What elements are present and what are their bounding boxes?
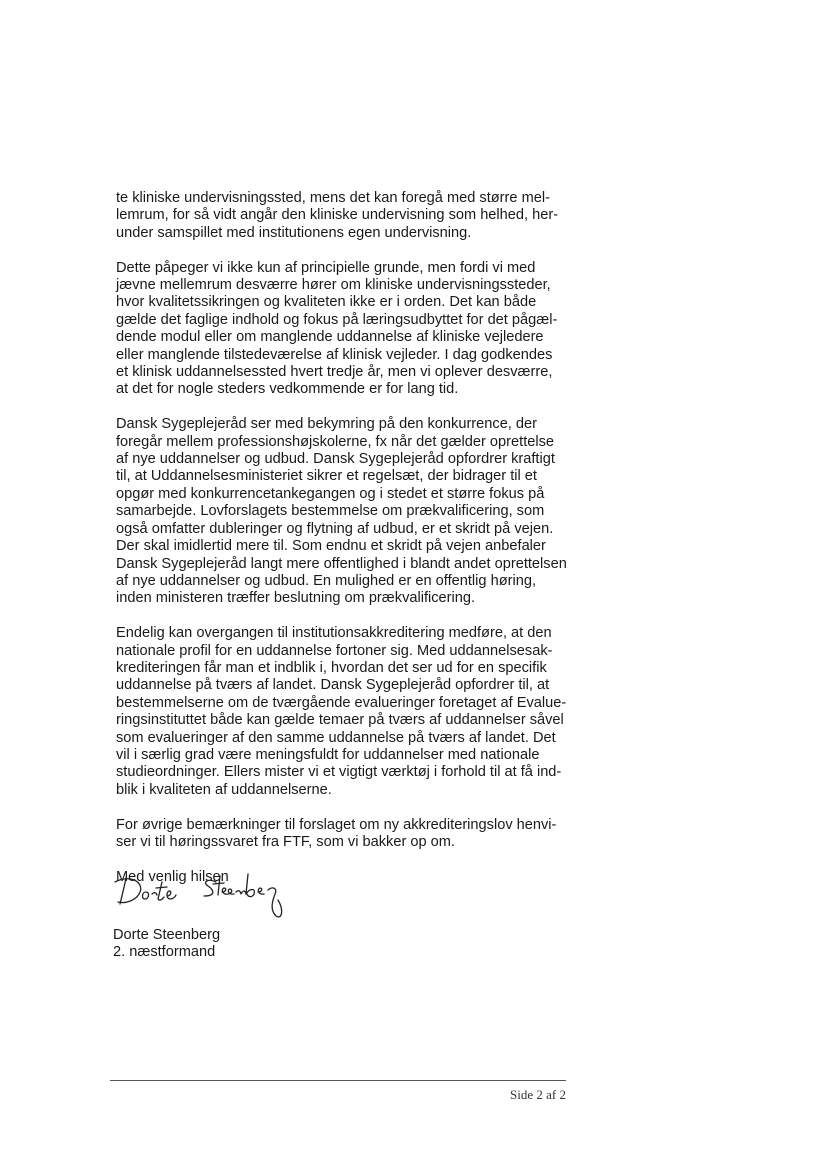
text-line: under samspillet med institutionens egen undervisning. bbox=[116, 224, 472, 241]
text-line: Dette påpeger vi ikke kun af principielle grunde, men fordi vi med bbox=[116, 259, 536, 276]
text-line: af nye uddannelser og udbud. Dansk Sygeplejeråd opfordrer kraftigt bbox=[116, 451, 555, 468]
paragraph bbox=[116, 190, 586, 242]
text-line: som evalueringer af den samme uddannelse på tværs af landet. Det bbox=[116, 729, 556, 746]
text-line: blik i kvaliteten af uddannelserne. bbox=[116, 781, 332, 798]
text-line: uddannelse på tværs af landet. Dansk Sygeplejeråd opfordrer til, at bbox=[116, 677, 550, 694]
text-line: krediteringen får man et indblik i, hvordan det ser ud for en specifik bbox=[116, 659, 547, 676]
text-line: eller manglende tilstedeværelse af klinisk vejleder. I dag godkendes bbox=[116, 346, 553, 363]
paragraph bbox=[116, 260, 586, 399]
text-line: inden ministeren træffer beslutning om prækvalificering. bbox=[116, 590, 476, 607]
text-line: bestemmelserne om de tværgående evalueringer foretaget af Evalue- bbox=[116, 694, 567, 711]
text-line: ser vi til høringssvaret fra FTF, som vi bakker op om. bbox=[116, 833, 455, 850]
text-line: jævne mellemrum desværre hører om kliniske undervisningssteder, bbox=[116, 277, 551, 294]
text-line: at det for nogle steders vedkommende er for lang tid. bbox=[116, 381, 459, 398]
handwritten-signature bbox=[112, 870, 312, 930]
text-line: til, at Uddannelsesministeriet sikrer et regelsæt, der bidrager til et bbox=[116, 468, 537, 485]
text-line: samarbejde. Lovforslagets bestemmelse om prækvalificering, som bbox=[116, 503, 545, 520]
paragraph bbox=[116, 817, 586, 852]
text-line: et klinisk uddannelsessted hvert tredje år, men vi oplever desværre, bbox=[116, 364, 553, 381]
letter-body bbox=[116, 190, 586, 886]
signer-name: Dorte Steenberg bbox=[113, 927, 221, 943]
paragraph-list bbox=[116, 190, 586, 851]
text-line: vil i særlig grad være meningsfuldt for uddannelser med nationale bbox=[116, 746, 540, 763]
text-line: nationale profil for en uddannelse fortoner sig. Med uddannelsesak- bbox=[116, 642, 553, 659]
signer-title: 2. næstformand bbox=[113, 944, 216, 961]
text-line: foregår mellem professionshøjskolerne, fx når det gælder oprettelse bbox=[116, 433, 555, 450]
text-line: dende modul eller om manglende uddannelse af kliniske vejledere bbox=[116, 329, 544, 346]
text-line: Dansk Sygeplejeråd ser med bekymring på den konkurrence, der bbox=[116, 416, 538, 433]
signer-block bbox=[113, 927, 220, 962]
text-line: lemrum, for så vidt angår den kliniske undervisning som helhed, her- bbox=[116, 207, 559, 224]
text-line: For øvrige bemærkninger til forslaget om ny akkrediteringslov henvi- bbox=[116, 816, 557, 833]
text-line: ringsinstituttet både kan gælde temaer på tværs af uddannelser såvel bbox=[116, 712, 564, 729]
closing-salutation: Med venlig hilsen bbox=[116, 868, 229, 885]
paragraph bbox=[116, 625, 586, 799]
text-line: opgør med konkurrencetankegangen og i stedet et større fokus på bbox=[116, 485, 545, 502]
footer-divider bbox=[110, 1080, 566, 1081]
text-line: Der skal imidlertid mere til. Som endnu et skridt på vejen anbefaler bbox=[116, 538, 546, 555]
text-line: Endelig kan overgangen til institutionsakkreditering medføre, at den bbox=[116, 625, 552, 642]
text-line: også omfatter dubleringer og flytning af udbud, er et skridt på vejen. bbox=[116, 520, 554, 537]
text-line: studieordninger. Ellers mister vi et vigtigt værktøj i forhold til at få ind- bbox=[116, 764, 562, 781]
text-line: gælde det faglige indhold og fokus på læringsudbyttet for det pågæl- bbox=[116, 311, 558, 328]
text-line: hvor kvalitetssikringen og kvaliteten ikke er i orden. Det kan både bbox=[116, 294, 537, 311]
text-line: Dansk Sygeplejeråd langt mere offentlighed i blandt andet oprettelsen bbox=[116, 555, 567, 572]
page-number: Side 2 af 2 bbox=[510, 1087, 566, 1102]
text-line: af nye uddannelser og udbud. En mulighed er en offentlig høring, bbox=[116, 572, 536, 589]
paragraph bbox=[116, 416, 586, 607]
text-line: te kliniske undervisningssted, mens det kan foregå med større mel- bbox=[116, 190, 550, 206]
